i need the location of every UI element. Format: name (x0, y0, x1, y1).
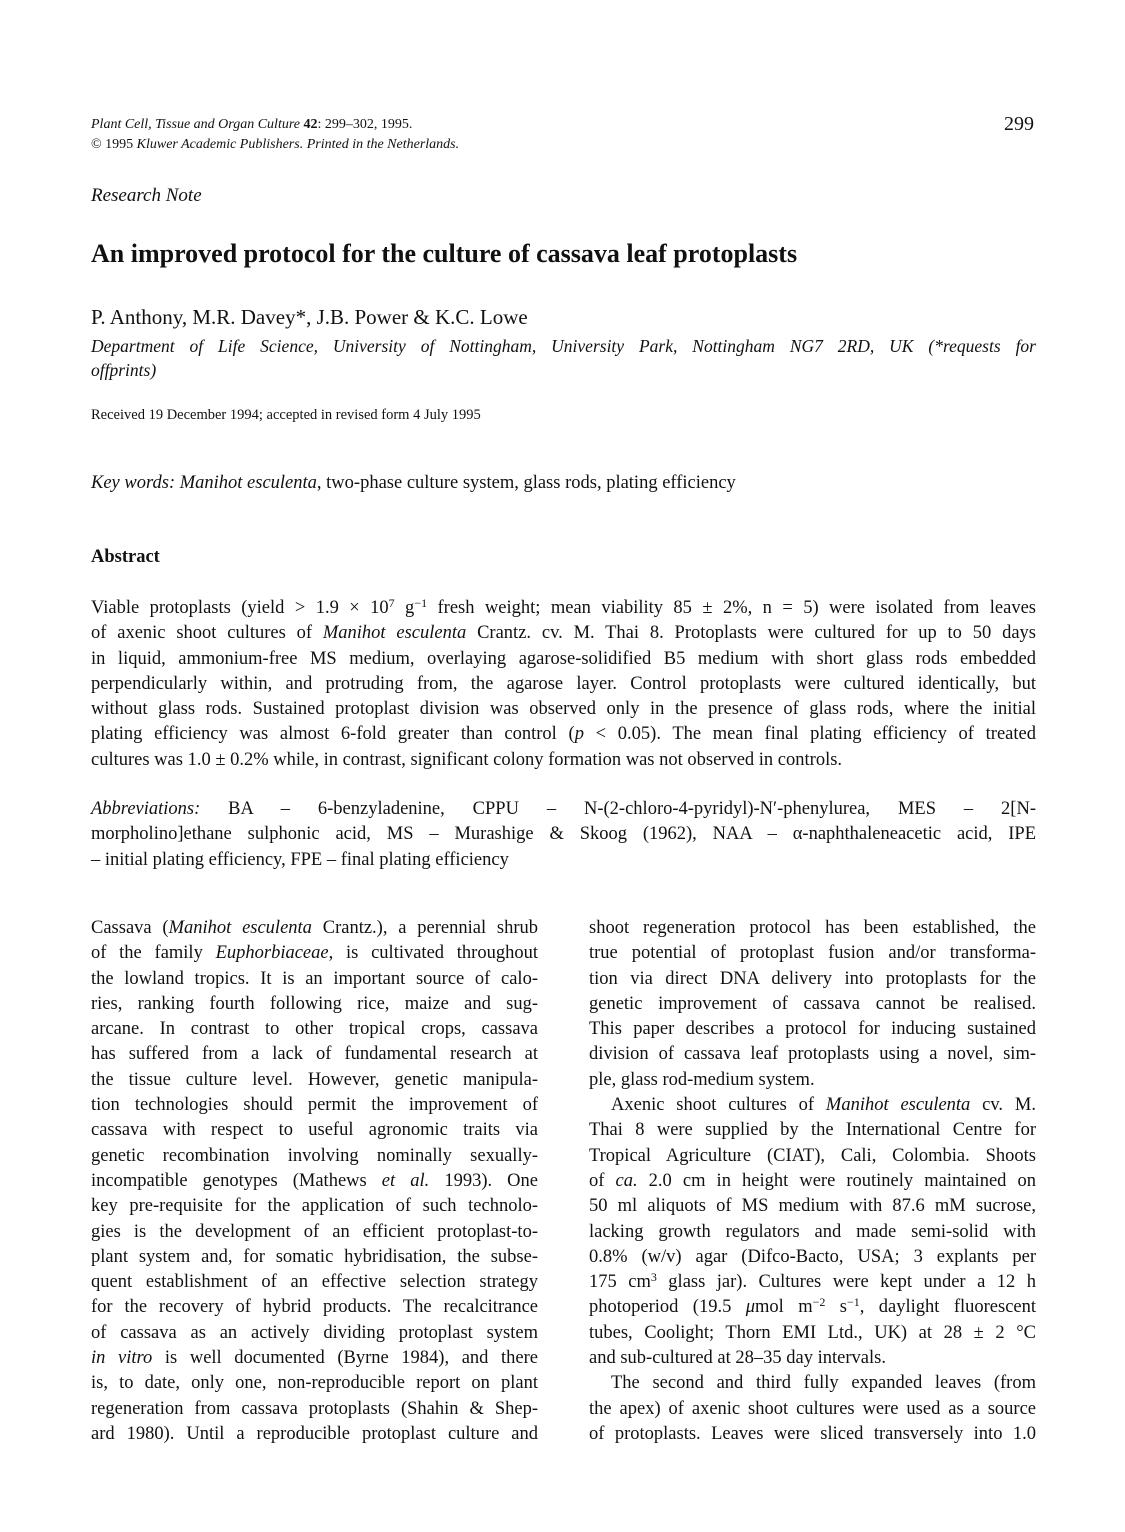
copyright-symbol: © (91, 137, 102, 152)
column-line: 50 ml aliquots of MS medium with 87.6 mM sucrose, (589, 1196, 1036, 1217)
column-line: quent establishment of an effective selection strategy (91, 1272, 538, 1293)
article-title: An improved protocol for the culture of cassava leaf protoplasts (91, 239, 798, 268)
column-line: ard 1980). Until a reproducible protoplast culture and (91, 1423, 538, 1444)
authors: P. Anthony, M.R. Davey*, J.B. Power & K.C. Lowe (91, 305, 528, 329)
copyright-line (91, 134, 459, 155)
column-line: and sub-cultured at 28–35 day intervals. (589, 1348, 886, 1369)
body-column-left (91, 916, 538, 1447)
abstract-line: of axenic shoot cultures of Manihot esculenta Crantz. cv. M. Thai 8. Protoplasts were cultured for up to 50 days (91, 623, 1036, 644)
column-line: This paper describes a protocol for inducing sustained (589, 1019, 1036, 1040)
column-line: arcane. In contrast to other tropical crops, cassava (91, 1019, 538, 1040)
column-line: 175 $cm^3$ glass jar). Cultures were kept under a 12 h (589, 1270, 1036, 1293)
column-line: photoperiod (19.5 μmol $m^{-2}$ $s^{-1}$, daylight fluorescent (589, 1295, 1037, 1318)
journal-citation (91, 114, 412, 135)
column-line: division of cassava leaf protoplasts using a novel, sim- (589, 1044, 1036, 1065)
column-line: of the family Euphorbiaceae, is cultivated throughout (91, 943, 538, 964)
column-line: 0.8% (w/v) agar (Difco-Bacto, USA; 3 explants per (589, 1246, 1036, 1267)
column-line: of cassava as an actively dividing protoplast system (91, 1322, 538, 1343)
abstract-line: in liquid, ammonium-free MS medium, overlaying agarose-solidified B5 medium with short glass rods embedded (91, 648, 1036, 669)
received-dates: Received 19 December 1994; accepted in revised form 4 July 1995 (91, 407, 481, 423)
column-line: lacking growth regulators and made semi-solid with (589, 1221, 1036, 1242)
column-line: of ca. 2.0 cm in height were routinely maintained on (589, 1170, 1036, 1191)
column-line: Axenic shoot cultures of Manihot esculenta cv. M. (611, 1095, 1036, 1116)
affiliation-line-2: offprints) (91, 360, 157, 380)
abstract-line: plating efficiency was almost 6-fold greater than control (p < 0.05). The mean final plating efficiency of treated (91, 724, 1036, 745)
abstract-line: without glass rods. Sustained protoplast division was observed only in the presence of glass rods, where the initial (91, 699, 1036, 720)
abstract-line: Viable protoplasts (yield > $1.9 \times 10^7$ $g^{-1}$ fresh weight; mean viability 85 ± 2%, n = 5) were isolated from leaves (91, 596, 1037, 618)
abstract-body (91, 596, 1036, 773)
abstract-line: perpendicularly within, and protruding from, the agarose layer. Control protoplasts were cultured identically, but (91, 673, 1036, 694)
journal-volume: 42 (303, 117, 318, 132)
column-line: regeneration from cassava protoplasts (Shahin & Shep- (91, 1398, 538, 1419)
column-line: in vitro is well documented (Byrne 1984), and there (91, 1348, 538, 1369)
column-line: incompatible genotypes (Mathews et al. 1993). One (91, 1170, 539, 1191)
column-line: The second and third fully expanded leaves (from (611, 1373, 1036, 1394)
column-line: gies is the development of an efficient protoplast-to- (91, 1221, 538, 1242)
column-line: the lowland tropics. It is an important source of calo- (91, 968, 538, 989)
column-line: shoot regeneration protocol has been established, the (589, 918, 1036, 938)
column-line: of protoplasts. Leaves were sliced transversely into 1.0 (589, 1423, 1036, 1444)
journal-pages-year: : 299–302, 1995. (317, 117, 413, 132)
column-line: is, to date, only one, non-reproducible report on plant (91, 1373, 538, 1394)
column-line: the apex) of axenic shoot cultures were used as a source (589, 1398, 1036, 1419)
page-number: 299 (1004, 113, 1034, 135)
abstract-heading: Abstract (91, 547, 160, 567)
column-line: ries, ranking fourth following rice, maize and sug- (91, 993, 538, 1014)
abbreviations-label: Abbreviations: (91, 799, 201, 819)
keywords-species: Manihot esculenta (179, 473, 317, 493)
copyright-year: 1995 (105, 137, 134, 152)
column-line: genetic improvement of cassava cannot be realised. (589, 993, 1036, 1014)
body-column-right (589, 916, 1036, 1447)
column-line: tion via direct DNA delivery into protoplasts for the (589, 968, 1036, 989)
column-line: plant system and, for somatic hybridisation, the subse- (91, 1246, 538, 1267)
column-line: has suffered from a lack of fundamental research at (91, 1044, 538, 1065)
column-line: genetic recombination involving nominally sexually- (91, 1145, 538, 1166)
column-line: key pre-requisite for the application of such technolo- (91, 1196, 538, 1217)
abbreviations-line: – initial plating efficiency, FPE – final plating efficiency (91, 849, 509, 870)
abbreviations-line: Abbreviations: BA – 6-benzyladenine, CPPU – N-(2-chloro-4-pyridyl)-N′-phenylurea, MES – 2[N- (91, 799, 1036, 819)
abbreviations-line: morpholino]ethane sulphonic acid, MS – Murashige & Skoog (1962), NAA – α-naphthaleneacetic acid, IPE (91, 824, 1036, 845)
column-line: tion technologies should permit the improvement of (91, 1095, 538, 1116)
column-line: Thai 8 were supplied by the International Centre for (589, 1120, 1036, 1141)
keywords-rest: , two-phase culture system, glass rods, plating efficiency (316, 473, 736, 493)
section-label: Research Note (91, 185, 202, 206)
affiliation-line-1: Department of Life Science, University of Nottingham, University Park, Nottingham NG7 2RD, UK (*requests for (91, 336, 1036, 356)
abbreviations (91, 797, 1036, 873)
column-line: Cassava (Manihot esculenta Crantz.), a perennial shrub (91, 918, 538, 938)
column-line: true potential of protoplast fusion and/or transforma- (589, 943, 1036, 964)
keywords (91, 471, 736, 495)
abstract-line: cultures was 1.0 ± 0.2% while, in contrast, significant colony formation was not observed in controls. (91, 749, 843, 770)
column-line: cassava with respect to useful agronomic traits via (91, 1120, 538, 1141)
column-line: the tissue culture level. However, genetic manipula- (91, 1069, 538, 1090)
column-line: tubes, Coolight; Thorn EMI Ltd., UK) at 28 ± 2 °C (589, 1322, 1036, 1343)
journal-name: Plant Cell, Tissue and Organ Culture (91, 117, 300, 132)
column-line: ple, glass rod-medium system. (589, 1069, 815, 1090)
copyright-text: Kluwer Academic Publishers. Printed in the Netherlands. (136, 137, 460, 152)
keywords-label: Key words: (91, 473, 176, 493)
column-line: Tropical Agriculture (CIAT), Cali, Colombia. Shoots (589, 1145, 1036, 1166)
column-line: for the recovery of hybrid products. The recalcitrance (91, 1297, 538, 1318)
